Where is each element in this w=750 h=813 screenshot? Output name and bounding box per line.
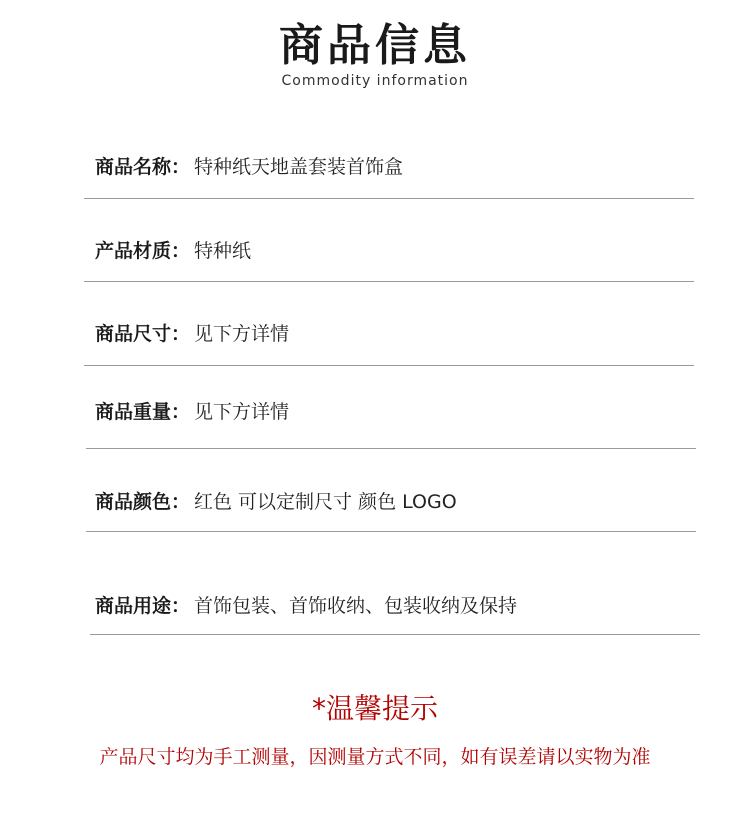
- spec-row-size: [95, 322, 289, 346]
- spec-value: 首饰包装、首饰收纳、包装收纳及保持: [194, 595, 518, 617]
- spec-value: 特种纸: [194, 240, 252, 262]
- spec-value: 特种纸天地盖套装首饰盒: [194, 156, 404, 178]
- spec-label: 产品材质：: [95, 240, 191, 262]
- notice-title: *温馨提示: [311, 692, 438, 725]
- divider: [86, 448, 696, 449]
- page-title: 商品信息: [279, 20, 471, 71]
- spec-row-material: [95, 239, 251, 263]
- divider: [86, 531, 696, 532]
- spec-row-usage: [95, 594, 517, 618]
- notice-text: 产品尺寸均为手工测量，因测量方式不同，如有误差请以实物为准: [99, 746, 651, 768]
- spec-label: 商品尺寸：: [95, 323, 191, 345]
- divider: [90, 634, 700, 635]
- page-subtitle: Commodity information: [281, 73, 469, 89]
- divider: [84, 365, 694, 366]
- spec-value: 见下方详情: [194, 323, 290, 345]
- spec-label: 商品名称：: [95, 156, 191, 178]
- spec-value: 红色 可以定制尺寸 颜色 LOGO: [194, 491, 457, 513]
- spec-label: 商品重量：: [95, 401, 191, 423]
- spec-label: 商品颜色：: [95, 491, 191, 513]
- spec-row-name: [95, 155, 403, 179]
- spec-value: 见下方详情: [194, 401, 290, 423]
- spec-row-weight: [95, 400, 289, 424]
- spec-label: 商品用途：: [95, 595, 191, 617]
- spec-row-color: [95, 490, 457, 514]
- divider: [84, 281, 694, 282]
- divider: [84, 198, 694, 199]
